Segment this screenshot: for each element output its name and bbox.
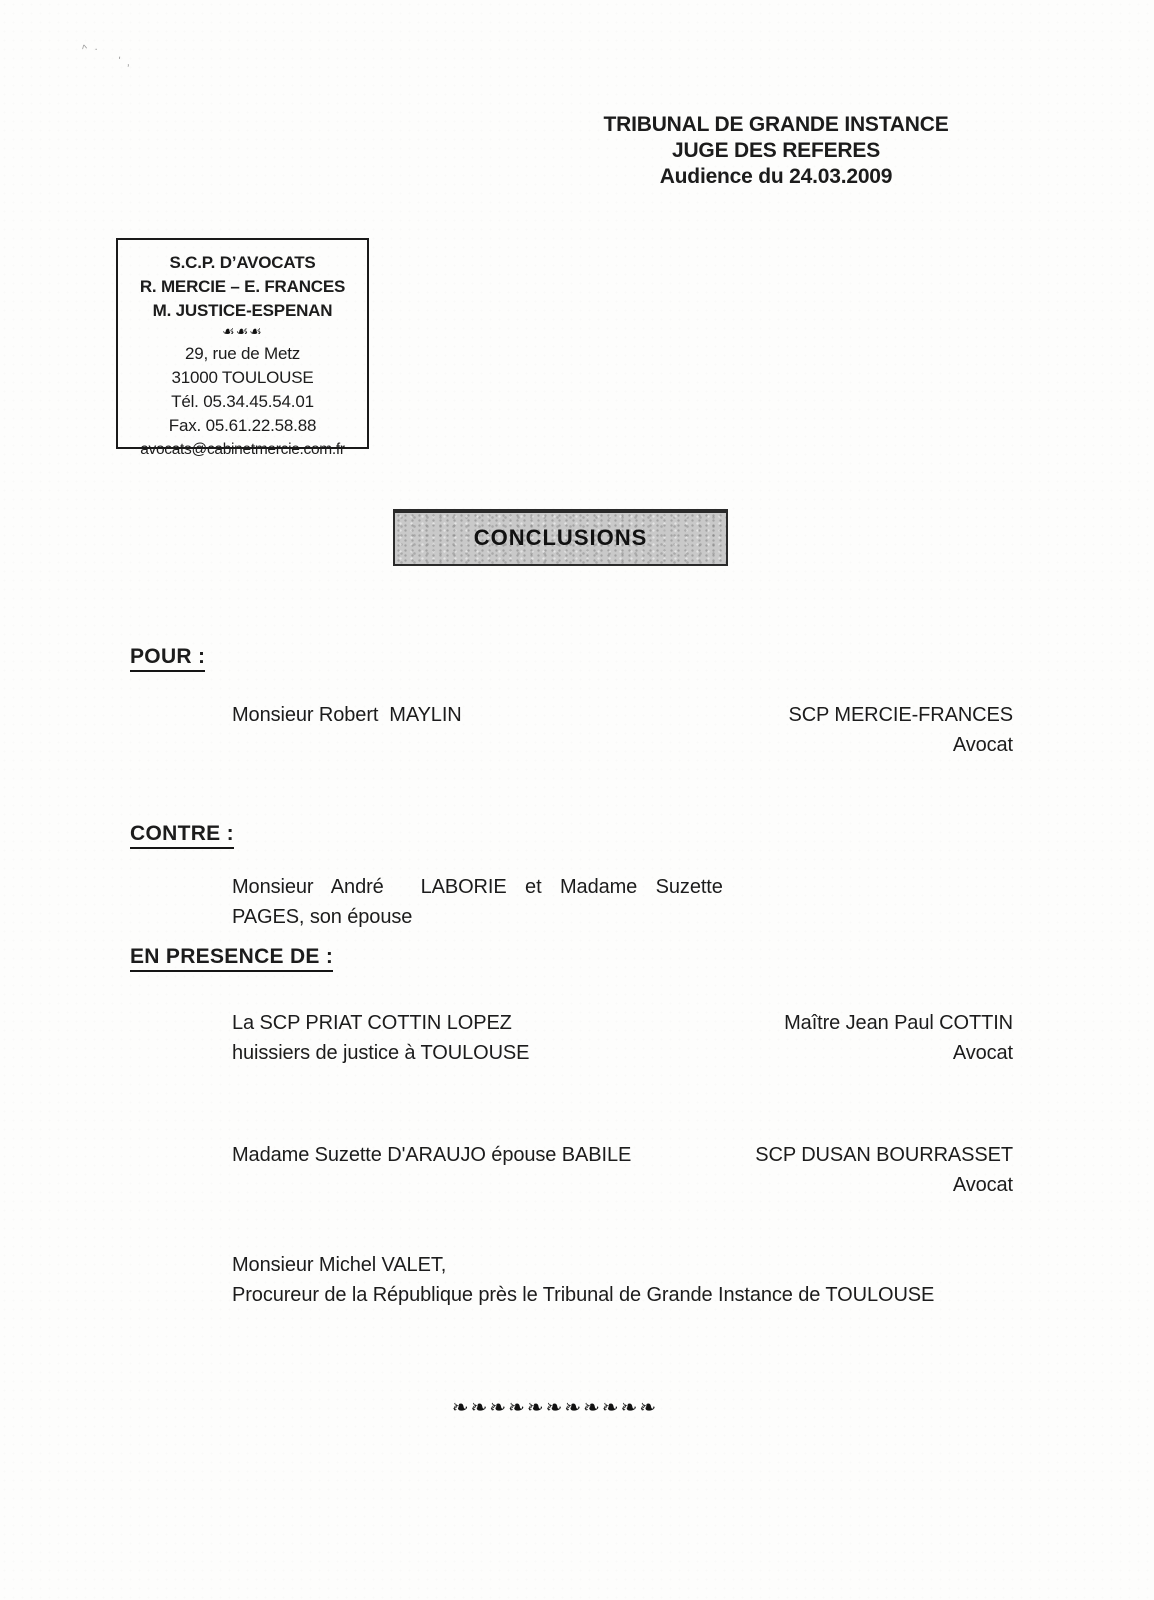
party-block-contre	[232, 872, 732, 932]
counsel-block-pour	[700, 700, 1013, 760]
section-heading-presence	[130, 945, 333, 972]
party-name: Madame Suzette D'ARAUJO épouse BABILE	[232, 1144, 632, 1166]
hearing-date: Audience du 24.03.2009	[659, 165, 893, 188]
counsel-block-cottin	[700, 1008, 1013, 1068]
firm-email: avocats@cabinetmercie.com.fr	[140, 441, 345, 458]
counsel-name: SCP DUSAN BOURRASSET	[755, 1144, 1013, 1166]
counsel-name: SCP MERCIE-FRANCES	[788, 704, 1013, 726]
pencil-mark: ^ .	[80, 40, 101, 56]
party-name-contre-line2: PAGES, son épouse	[232, 906, 413, 928]
section-heading-contre-label: CONTRE :	[130, 822, 234, 849]
party-name-pour: Monsieur Robert MAYLIN	[232, 704, 462, 726]
counsel-role: Avocat	[952, 1174, 1013, 1196]
ornament-divider-icon: ☙☙☙	[222, 324, 263, 340]
party-description: Procureur de la République près le Tribunal de Grande Instance de TOULOUSE	[232, 1284, 935, 1306]
firm-title: S.C.P. D’AVOCATS	[169, 253, 316, 272]
party-name: Monsieur Michel VALET,	[232, 1254, 447, 1276]
counsel-role: Avocat	[952, 1042, 1013, 1064]
court-header	[520, 112, 1032, 190]
counsel-block-bourrasset	[700, 1140, 1013, 1200]
firm-partners-line1: R. MERCIE – E. FRANCES	[139, 277, 346, 296]
conclusions-title: CONCLUSIONS	[473, 525, 648, 550]
party-name-contre-line1: Monsieur André LABORIE et Madame Suzette	[232, 876, 723, 898]
firm-partners-line2: M. JUSTICE-ESPENAN	[152, 301, 333, 320]
firm-address-street: 29, rue de Metz	[184, 344, 301, 363]
conclusions-title-box	[393, 509, 728, 566]
firm-phone: Tél. 05.34.45.54.01	[171, 392, 314, 411]
pencil-mark: ' ,	[117, 55, 133, 69]
section-heading-pour	[130, 645, 205, 672]
party-name: La SCP PRIAT COTTIN LOPEZ	[232, 1012, 512, 1034]
firm-address-city: 31000 TOULOUSE	[171, 368, 314, 387]
section-heading-presence-label: EN PRESENCE DE :	[130, 945, 333, 972]
firm-fax: Fax. 05.61.22.58.88	[168, 416, 317, 435]
section-heading-contre	[130, 822, 234, 849]
footer-ornament-icon: ❧❧❧❧❧❧❧❧❧❧❧	[451, 1395, 659, 1419]
law-firm-box	[116, 238, 369, 458]
party-block-procureur	[232, 1250, 992, 1310]
party-block-huissiers	[232, 1008, 529, 1068]
court-chamber: JUGE DES REFERES	[671, 139, 881, 162]
counsel-role: Avocat	[952, 734, 1013, 756]
counsel-name: Maître Jean Paul COTTIN	[784, 1012, 1013, 1034]
section-heading-pour-label: POUR :	[130, 645, 205, 672]
party-description: huissiers de justice à TOULOUSE	[232, 1042, 530, 1064]
court-name: TRIBUNAL DE GRANDE INSTANCE	[603, 113, 949, 136]
party-block-babile	[232, 1140, 631, 1170]
